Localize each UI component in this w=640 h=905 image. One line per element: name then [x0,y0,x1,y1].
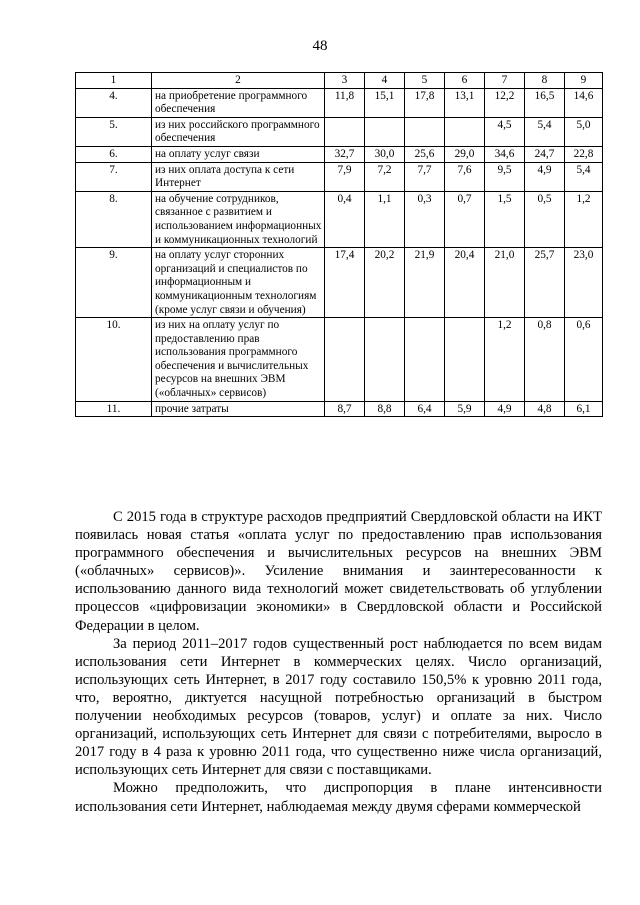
row-number-cell: 5. [76,117,152,146]
value-cell: 15,1 [365,88,405,117]
value-cell: 22,8 [565,146,603,162]
value-cell: 1,1 [365,191,405,247]
table-row [76,318,603,402]
value-cell: 0,4 [325,191,365,247]
header-cell: 8 [525,73,565,89]
row-label-cell: прочие затраты [152,401,325,417]
value-cell: 29,0 [445,146,485,162]
value-cell: 0,6 [565,318,603,402]
value-cell: 4,8 [525,401,565,417]
header-cell: 3 [325,73,365,89]
ict-costs-table [75,72,603,417]
value-cell: 24,7 [525,146,565,162]
body-text [75,508,602,816]
value-cell: 1,2 [565,191,603,247]
row-number-cell: 7. [76,162,152,191]
page-number: 48 [312,38,328,54]
value-cell: 0,3 [405,191,445,247]
row-number-cell: 8. [76,191,152,247]
value-cell: 34,6 [485,146,525,162]
row-number-cell: 4. [76,88,152,117]
row-number-cell: 9. [76,248,152,318]
value-cell: 12,2 [485,88,525,117]
value-cell [365,117,405,146]
value-cell: 32,7 [325,146,365,162]
paragraph: За период 2011–2017 годов существенный рост наблюдается по всем видам использования сети Интернет в коммерческих целях. Число организаций, использующих сеть Интернет, в 2017 году составило 150,5% к уровню 2011 года, что, вероятно, диктуется насущной потребностью организаций в быстром получении необходимых ресурсов (товаров, услуг) и оплате за них. Число организаций, использующих сеть Интернет для связи с потребителями, выросло в 2017 году в 4 раза к уровню 2011 года, что существенно ниже числа организаций, использующих сеть Интернет для связи с поставщиками. [75,635,602,779]
value-cell: 7,7 [405,162,445,191]
value-cell: 11,8 [325,88,365,117]
table-row [76,146,603,162]
row-label-cell: на приобретение программного обеспечения [152,88,325,117]
value-cell: 16,5 [525,88,565,117]
value-cell: 25,6 [405,146,445,162]
value-cell [405,318,445,402]
value-cell: 1,2 [485,318,525,402]
paragraph: С 2015 года в структуре расходов предприятий Свердловской области на ИКТ появилась новая статья «оплата услуг по предоставлению прав использования программного обеспечения и вычислительных ресурсов на внешних ЭВМ («облачных» сервисов)». Усиление внимания и заинтересованности к использованию данного вида технологий может свидетельствовать об углублении процессов «цифровизации экономики» в Свердловской области и Российской Федерации в целом. [75,509,602,634]
row-label-cell: из них оплата доступа к сети Интернет [152,162,325,191]
value-cell [445,318,485,402]
header-cell: 4 [365,73,405,89]
value-cell: 6,4 [405,401,445,417]
value-cell: 20,4 [445,248,485,318]
table-body [76,73,603,417]
value-cell: 7,2 [365,162,405,191]
header-cell: 9 [565,73,603,89]
row-label-cell: на оплату услуг сторонних организаций и специалистов по информационным и коммуникационным технологиям (кроме услуг связи и обучения) [152,248,325,318]
table-row [76,88,603,117]
value-cell: 20,2 [365,248,405,318]
value-cell: 25,7 [525,248,565,318]
value-cell: 21,9 [405,248,445,318]
value-cell: 4,5 [485,117,525,146]
value-cell: 13,1 [445,88,485,117]
table-row [76,117,603,146]
value-cell: 7,6 [445,162,485,191]
table-row [76,162,603,191]
value-cell: 6,1 [565,401,603,417]
value-cell: 23,0 [565,248,603,318]
value-cell: 0,8 [525,318,565,402]
value-cell: 8,7 [325,401,365,417]
value-cell: 0,7 [445,191,485,247]
table-row [76,248,603,318]
header-cell: 5 [405,73,445,89]
value-cell: 5,0 [565,117,603,146]
value-cell: 4,9 [525,162,565,191]
header-cell: 1 [76,73,152,89]
value-cell [325,117,365,146]
header-cell: 2 [152,73,325,89]
value-cell: 4,9 [485,401,525,417]
value-cell: 8,8 [365,401,405,417]
value-cell: 5,4 [565,162,603,191]
row-number-cell: 6. [76,146,152,162]
row-number-cell: 10. [76,318,152,402]
row-label-cell: на обучение сотрудников, связанное с развитием и использованием информационных и коммуникационных технологий [152,191,325,247]
value-cell [445,117,485,146]
header-cell: 6 [445,73,485,89]
value-cell: 17,8 [405,88,445,117]
row-number-cell: 11. [76,401,152,417]
value-cell: 30,0 [365,146,405,162]
row-label-cell: на оплату услуг связи [152,146,325,162]
value-cell: 1,5 [485,191,525,247]
value-cell: 5,4 [525,117,565,146]
value-cell: 7,9 [325,162,365,191]
value-cell [325,318,365,402]
value-cell: 21,0 [485,248,525,318]
row-label-cell: из них российского программного обеспечения [152,117,325,146]
value-cell [365,318,405,402]
table-row [76,191,603,247]
header-cell: 7 [485,73,525,89]
value-cell: 5,9 [445,401,485,417]
table-header-row [76,73,603,89]
value-cell [405,117,445,146]
paragraph: Можно предположить, что диспропорция в плане интенсивности использования сети Интернет, наблюдаемая между двумя сферами коммерческой [75,780,602,815]
table-row [76,401,603,417]
row-label-cell: из них на оплату услуг по предоставлению прав использования программного обеспечения и вычислительных ресурсов на внешних ЭВМ («облачных» сервисов) [152,318,325,402]
value-cell: 0,5 [525,191,565,247]
value-cell: 9,5 [485,162,525,191]
value-cell: 14,6 [565,88,603,117]
value-cell: 17,4 [325,248,365,318]
